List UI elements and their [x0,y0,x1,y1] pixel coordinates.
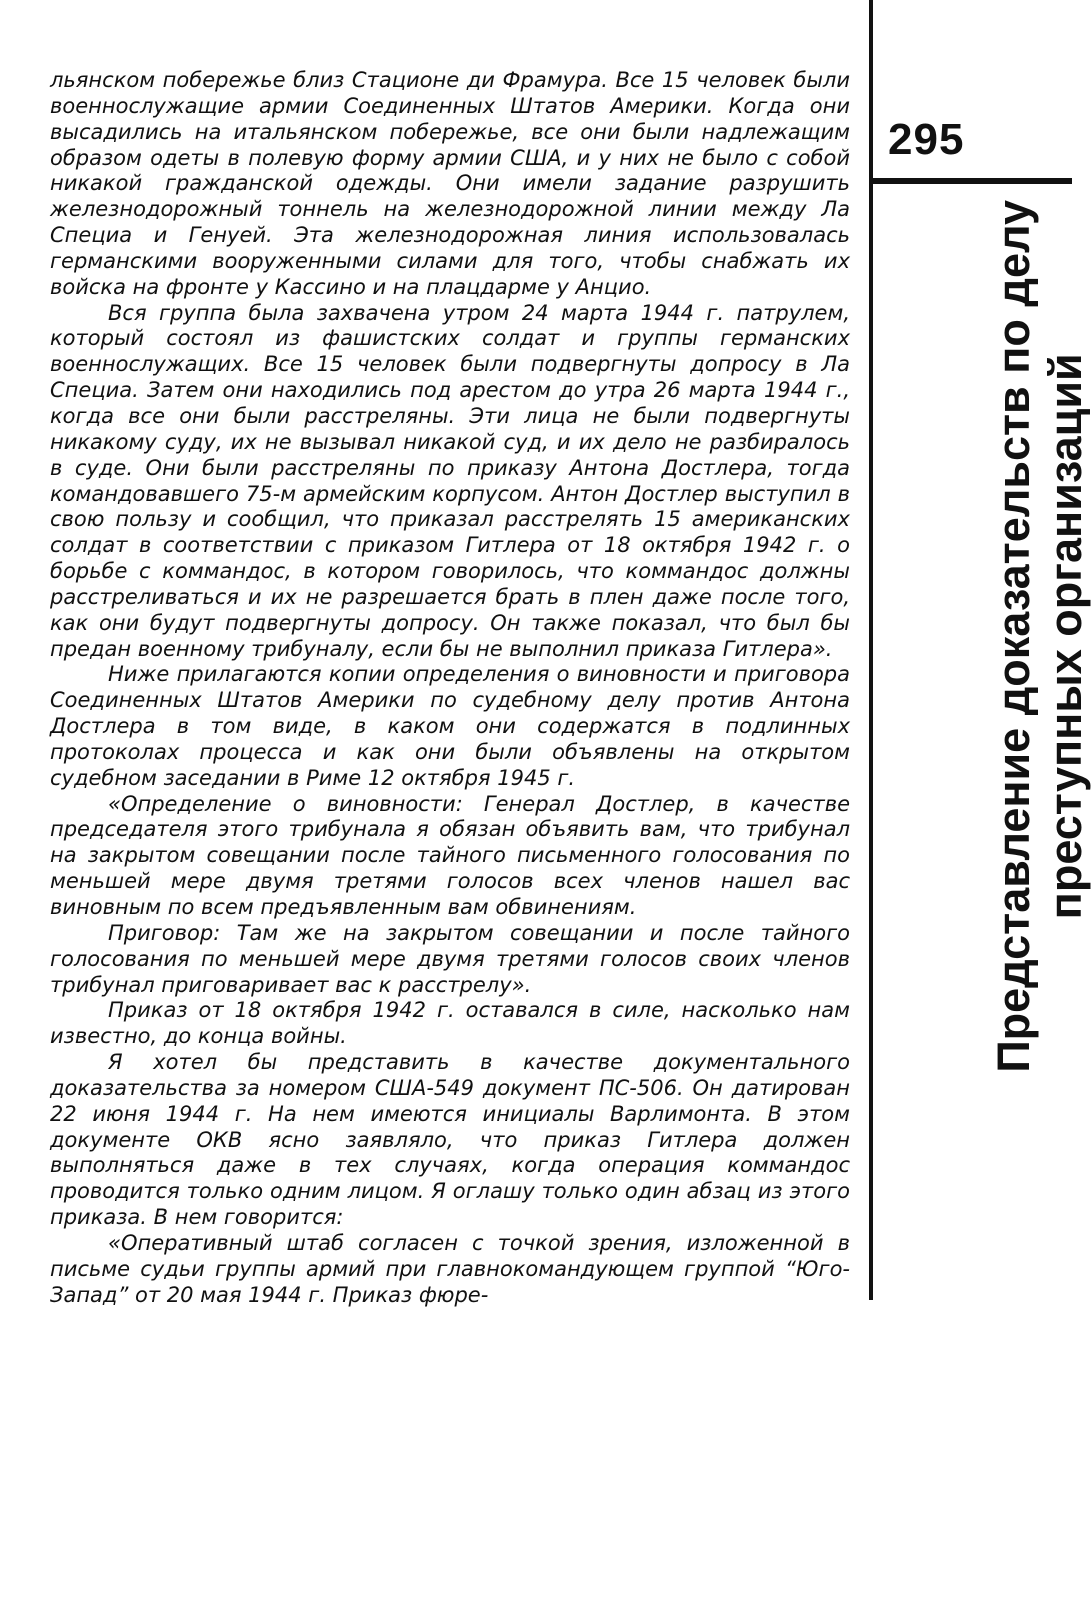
paragraph-5: Приговор: Там же на закрытом совещании и после тайного голосования по меньшей мере двумя третями голосов своих членов трибунал приговаривает вас к расстрелу». [50,920,850,997]
main-text-column [50,68,850,1309]
paragraph-8: «Оперативный штаб согласен с точкой зрения, изложенной в письме судьи группы армий при главнокомандующем группой “Юго-Запад” от 20 мая 1944 г. Приказ фюре- [50,1230,850,1307]
paragraph-3: Ниже прилагаются копии определения о виновности и приговора Соединенных Штатов Америки по судебному делу против Антона Достлера в том виде, в каком они содержатся в подлинных протоколах процесса и как они были объявлены на открытом судебном заседании в Риме 12 октября 1945 г. [50,662,850,790]
page-number-rule [873,178,1072,184]
paragraph-6: Приказ от 18 октября 1942 г. оставался в силе, насколько нам известно, до конца войны. [50,998,850,1049]
running-title-line-1: Представление доказательств по делу [988,200,1039,1073]
paragraph-7: Я хотел бы представить в качестве документального доказательства за номером США-549 документ ПС-506. Он датирован 22 июня 1944 г. На нем имеются инициалы Варлимонта. В этом документе ОКВ ясно заявляло, что приказ Гитлера должен выполняться даже в тех случаях, когда операция коммандос проводится только одним лицом. Я оглашу только один абзац из этого приказа. В нем говорится: [50,1050,850,1230]
paragraph-2: Вся группа была захвачена утром 24 марта 1944 г. патрулем, который состоял из фашистских солдат и группы германских военнослужащих. Все 15 человек были подвергнуты допросу в Ла Специа. Затем они находились под арестом до утра 26 марта 1944 г., когда все они были расстреляны. Эти лица не были подвергнуты никакому суду, их не вызывал никакой суд, и их дело не разбиралось в суде. Они были расстреляны по приказу Антона Достлера, тогда командовавшего 75-м армейским корпусом. Антон Достлер выступил в свою пользу и сообщил, что приказал расстрелять 15 американских солдат в соответствии с приказом Гитлера от 18 октября 1942 г. о борьбе с коммандос, в котором говорилось, что коммандос должны расстреливаться и их не разрешается брать в плен даже после того, как они будут подвергнуты допросу. Он также показал, что был бы предан военному трибуналу, если бы не выполнил приказа Гитлера». [50,300,850,661]
page-number: 295 [888,115,965,164]
paragraph-1: льянском побережье близ Стационе ди Фрамура. Все 15 человек были военнослужащие армии Соединенных Штатов Америки. Когда они высадились на итальянском побережье, все они были надлежащим образом одеты в полевую форму армии США, и у них не было с собой никакой гражданской одежды. Они имели задание разрушить железнодорожный тоннель на железнодорожной линии между Ла Специа и Генуей. Эта железнодорожная линия использовалась германскими вооруженными силами для того, чтобы снабжать их войска на фронте у Кассино и на плацдарме у Анцио. [50,68,850,299]
running-title [988,200,1092,1073]
margin-vertical-rule [869,0,873,1300]
paragraph-4: «Определение о виновности: Генерал Достлер, в качестве председателя этого трибунала я обязан объявить вам, что трибунал на закрытом совещании после тайного письменного голосования по меньшей мере двумя третями голосов всех членов нашел вас виновным по всем предъявленным вам обвинениям. [50,791,850,919]
running-title-line-2: преступных организаций [1040,353,1091,920]
